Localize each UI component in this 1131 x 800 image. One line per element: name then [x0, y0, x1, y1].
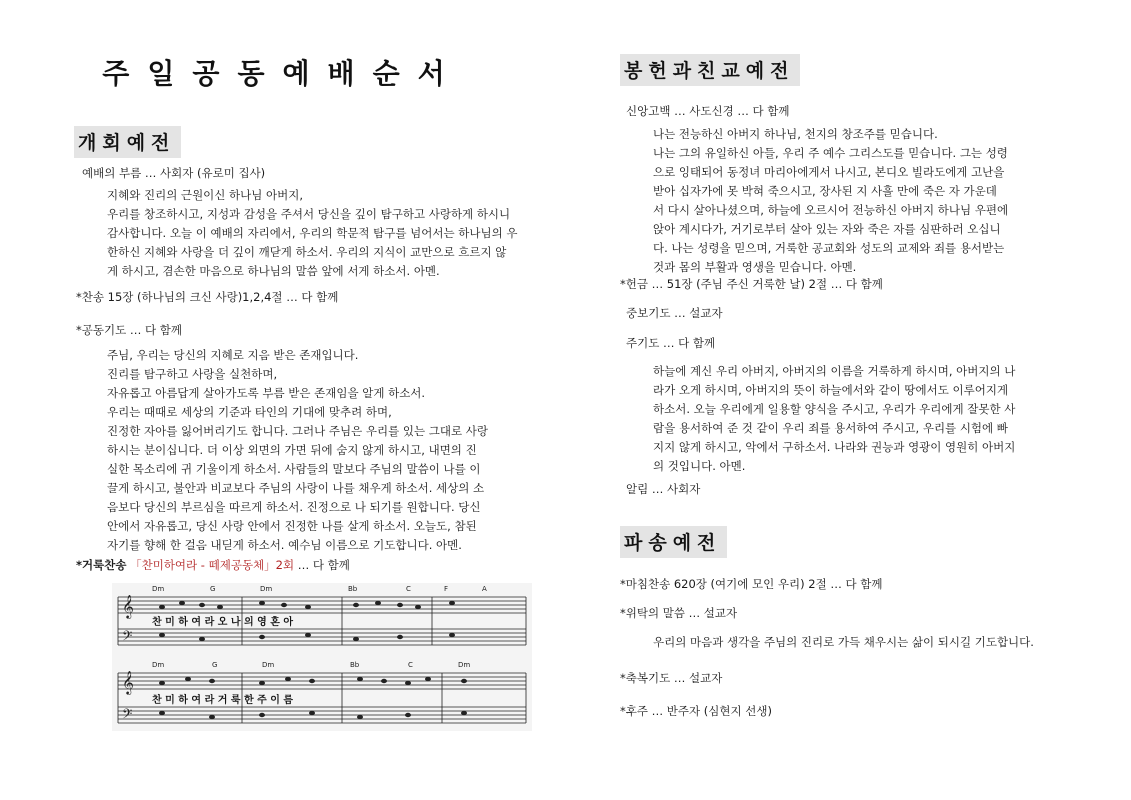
music-score-image	[112, 583, 532, 731]
text-line: 우리를 창조하시고, 지성과 감성을 주셔서 당신을 깊이 탐구하고 사랑하게 하시니	[107, 207, 511, 221]
page-title: 주일공동예배순서	[102, 57, 463, 90]
chord-label: Dm	[152, 661, 165, 669]
call-to-worship-label: 예배의 부름 … 사회자 (유로미 집사)	[82, 166, 266, 180]
chord-label: Dm	[458, 661, 471, 669]
text-line: 람을 용서하여 준 것 같이 우리 죄를 용서하여 주시고, 우리를 시험에 빠	[653, 421, 1008, 435]
text-line: 음보다 당신의 부르심을 따르게 하소서. 진정으로 나 되기를 원합니다. 당신	[107, 500, 481, 514]
holy-hymn-title: 「찬미하여라 - 떼제공동체」2회	[130, 558, 295, 572]
creed-label: 신앙고백 … 사도신경 … 다 함께	[626, 104, 790, 118]
holy-hymn-line	[76, 556, 350, 575]
text-line: 앉아 계시다가, 거기로부터 살아 있는 자와 죽은 자를 심판하러 오십니	[653, 222, 1001, 236]
svg-text:𝄞: 𝄞	[122, 670, 134, 694]
postlude-line: *후주 … 반주자 (심현지 선생)	[620, 704, 772, 718]
text-line: 나는 그의 유일하신 아들, 우리 주 예수 그리스도를 믿습니다. 그는 성령	[653, 146, 1008, 160]
text-line: 게 하시고, 겸손한 마음으로 하나님의 말씀 앞에 서게 하소서. 아멘.	[107, 264, 440, 278]
text-line: 하시는 분이십니다. 더 이상 외면의 가면 뒤에 숨지 않게 하시고, 내면의 진	[107, 443, 477, 457]
creed-text	[653, 125, 1008, 277]
common-prayer-text	[107, 346, 488, 555]
benediction-line: *축복기도 … 설교자	[620, 671, 723, 685]
text-line: 진리를 탐구하고 사랑을 실천하며,	[107, 367, 278, 381]
section-heading-sending: 파송예전	[620, 526, 727, 558]
chord-label: Dm	[152, 585, 165, 593]
text-line: 의 것입니다. 아멘.	[653, 459, 746, 473]
commission-text: 우리의 마음과 생각을 주님의 진리로 가득 채우시는 삶이 되시길 기도합니다.	[653, 635, 1034, 649]
text-line: 우리는 때때로 세상의 기준과 타인의 기대에 맞추려 하며,	[107, 405, 392, 419]
text-line: 지혜와 진리의 근원이신 하나님 아버지,	[107, 188, 304, 202]
text-line: 주님, 우리는 당신의 지혜로 지음 받은 존재입니다.	[107, 348, 359, 362]
text-line: 실한 목소리에 귀 기울이게 하소서. 사람들의 말보다 주님의 말씀이 나를 이	[107, 462, 481, 476]
chord-label: Dm	[262, 661, 275, 669]
score-lyrics-row-1: 찬 미 하 여 라 오 나 의 영 혼 아	[152, 617, 294, 628]
closing-hymn-line: *마침찬송 620장 (여기에 모인 우리) 2절 … 다 함께	[620, 577, 883, 591]
offertory-line: *헌금 … 51장 (주님 주신 거룩한 날) 2절 … 다 함께	[620, 277, 883, 291]
call-to-worship-text	[107, 186, 517, 281]
svg-text:𝄢: 𝄢	[122, 628, 133, 647]
svg-text:𝄞: 𝄞	[122, 594, 134, 618]
chord-label: Bb	[348, 585, 358, 593]
lords-prayer-label: 주기도 … 다 함께	[626, 336, 716, 350]
chord-label: A	[482, 585, 487, 593]
text-line: 것과 몸의 부활과 영생을 믿습니다. 아멘.	[653, 260, 857, 274]
text-line: 끌게 하시고, 불안과 비교보다 주님의 사랑이 나를 채우게 하소서. 세상의 소	[107, 481, 485, 495]
chord-label: C	[408, 661, 413, 669]
text-line: 서 다시 살아나셨으며, 하늘에 오르시어 전능하신 아버지 하나님 우편에	[653, 203, 1009, 217]
text-line: 안에서 자유롭고, 당신 사랑 안에서 진정한 나를 살게 하소서. 오늘도, 참된	[107, 519, 477, 533]
commission-label: *위탁의 말씀 … 설교자	[620, 606, 738, 620]
common-prayer-label: *공동기도 … 다 함께	[76, 323, 182, 337]
score-lyrics-row-2: 찬 미 하 여 라 거 룩 한 주 이 름	[152, 695, 294, 706]
intercession-line: 중보기도 … 설교자	[626, 306, 723, 320]
left-page	[0, 0, 565, 800]
announcements-line: 알림 … 사회자	[626, 482, 701, 496]
chord-label: G	[212, 661, 218, 669]
text-line: 하늘에 계신 우리 아버지, 아버지의 이름을 거룩하게 하시며, 아버지의 나	[653, 364, 1016, 378]
text-line: 자기를 향해 한 걸음 내딛게 하소서. 예수님 이름으로 기도합니다. 아멘.	[107, 538, 462, 552]
section-heading-opening: 개회예전	[74, 126, 181, 158]
text-line: 감사합니다. 오늘 이 예배의 자리에서, 우리의 학문적 탐구를 넘어서는 하나님의 우	[107, 226, 518, 240]
text-line: 지지 않게 하시고, 악에서 구하소서. 나라와 권능과 영광이 영원히 아버지	[653, 440, 1016, 454]
text-line: 라가 오게 하시며, 아버지의 뜻이 하늘에서와 같이 땅에서도 이루어지게	[653, 383, 1009, 397]
lords-prayer-text	[653, 362, 1015, 476]
right-page	[566, 0, 1131, 800]
text-line: 진정한 자아를 잃어버리기도 합니다. 그러나 주님은 우리를 있는 그대로 사랑	[107, 424, 488, 438]
chord-label: F	[444, 585, 449, 593]
text-line: 으로 잉태되어 동정녀 마리아에게서 나시고, 본디오 빌라도에게 고난을	[653, 165, 1005, 179]
text-line: 한하신 지혜와 사랑을 더 깊이 깨닫게 하소서. 우리의 지식이 교만으로 흐르지 않	[107, 245, 507, 259]
text-line: 나는 전능하신 아버지 하나님, 천지의 창조주를 믿습니다.	[653, 127, 938, 141]
holy-hymn-prefix: *거룩찬송	[76, 558, 127, 572]
chord-label: Dm	[260, 585, 273, 593]
hymn-line: *찬송 15장 (하나님의 크신 사랑)1,2,4절 … 다 함께	[76, 290, 339, 304]
chord-label: Bb	[350, 661, 360, 669]
svg-text:𝄢: 𝄢	[122, 706, 133, 725]
holy-hymn-suffix: … 다 함께	[297, 558, 350, 572]
chord-label: G	[210, 585, 216, 593]
text-line: 하소서. 오늘 우리에게 일용할 양식을 주시고, 우리가 우리에게 잘못한 사	[653, 402, 1016, 416]
text-line: 다. 나는 성령을 믿으며, 거룩한 공교회와 성도의 교제와 죄를 용서받는	[653, 241, 1005, 255]
chord-label: C	[406, 585, 411, 593]
text-line: 받아 십자가에 못 박혀 죽으시고, 장사된 지 사흘 만에 죽은 자 가운데	[653, 184, 997, 198]
text-line: 자유롭고 아름답게 살아가도록 부름 받은 존재임을 알게 하소서.	[107, 386, 426, 400]
section-heading-offering: 봉헌과친교예전	[620, 54, 800, 86]
